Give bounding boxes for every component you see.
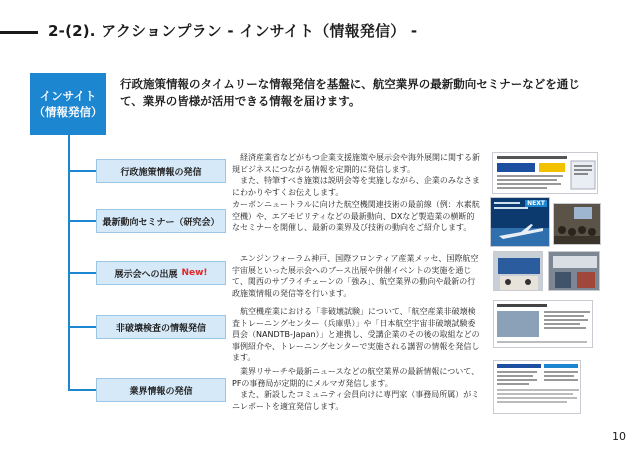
item-box-industry-info <box>96 378 226 402</box>
policy-info-thumbnail <box>492 152 598 194</box>
ndt-info-thumbnail <box>493 300 593 348</box>
insight-label-line1: インサイト <box>39 89 97 103</box>
item-label: 行政施策情報の発信 <box>120 167 202 178</box>
insight-label-line2: （情報発信） <box>33 105 103 119</box>
policy-doc-image <box>493 153 598 194</box>
item-box-policy-info <box>96 159 226 183</box>
seminar-banner-thumbnail <box>490 197 550 247</box>
insight-category-box <box>30 73 106 135</box>
connector-branch <box>68 220 96 222</box>
item-box-latest-seminar <box>96 209 226 233</box>
item-label: 非破壊検査の情報発信 <box>115 323 206 334</box>
seminar-banner-label: NEXT <box>527 200 545 207</box>
seminar-audience-photo <box>554 204 601 245</box>
page-number: 10 <box>612 430 626 443</box>
connector-branch <box>68 389 96 391</box>
connector-branch <box>68 326 96 328</box>
exhibition-hall-photo <box>549 252 600 291</box>
ndt-website-image <box>494 301 593 348</box>
exhibition-photo-2 <box>548 251 600 291</box>
item-description-latest-seminar: カーボンニュートラルに向けた航空機関連技術の最前線（例：水素航空機）や、エアモビリティなどの最新動向、DXなど製造業の横断的なセミナーを開催し、最新の業界及び技術の動向をご紹介します。 <box>232 200 480 232</box>
item-box-exhibition <box>96 261 226 285</box>
insight-description: 行政施策情報のタイムリーな情報発信を基盤に、航空業界の最新動向セミナーなどを通じて、業界の皆様が活用できる情報を届けます。 <box>120 77 580 108</box>
exhibition-booth-photo <box>494 252 543 291</box>
title-accent-rule <box>0 31 38 34</box>
new-badge: New! <box>181 268 208 278</box>
connector-branch <box>68 272 96 274</box>
connector-trunk <box>68 135 70 390</box>
item-description-industry-info: 業界リサーチや最新ニュースなどの航空業界の最新情報について、PFの事務局が定期的にメルマガ発信します。 また、新設したコミュニティ会員向けに専門家（事務局所属）がミニレポートを適宜発信します。 <box>232 367 480 411</box>
item-label: 最新動向セミナー（研究会） <box>102 217 220 228</box>
item-description-exhibition: エンジンフォーラム神戸、国際フロンティア産業メッセ、国際航空宇宙展といった展示会へのブース出展や併催イベントの実施を通じて、関西のサプライチェーンの「強み」、航空業界の動向や最新の行政施策情報の発信等を行います。 <box>232 254 479 298</box>
seminar-photo-thumbnail <box>553 203 601 245</box>
exhibition-photo-1 <box>493 251 543 291</box>
industry-info-thumbnail <box>493 360 581 414</box>
item-description-policy-info: 経済産業省などがもつ企業支援施策や展示会や海外展開に関する新規ビジネスにつながる情報を定期的に発信します。 また、特筆すべき施策は説明会等を実施しながら、企業のみなさまにわかりやすくお伝えします。 <box>232 153 480 197</box>
connector-branch <box>68 170 96 172</box>
item-description-ndt-info: 航空機産業における「非破壊試験」について、「航空産業非破壊検査トレーニングセンター（兵庫県）」や「日本航空宇宙非破壊試験委員会（NANDTB-Japan）」と連携し、受講企業のその後の取組などの事例紹介や、トレーニングセンターで実施される講習の情報を発信します。 <box>232 307 480 362</box>
newsletter-image <box>494 361 581 414</box>
item-label: 業界情報の発信 <box>129 386 193 397</box>
item-box-ndt-info <box>96 315 226 339</box>
item-label: 展示会への出展 <box>114 269 178 280</box>
page-title: 2-(2). アクションプラン - インサイト（情報発信） - <box>48 22 418 40</box>
